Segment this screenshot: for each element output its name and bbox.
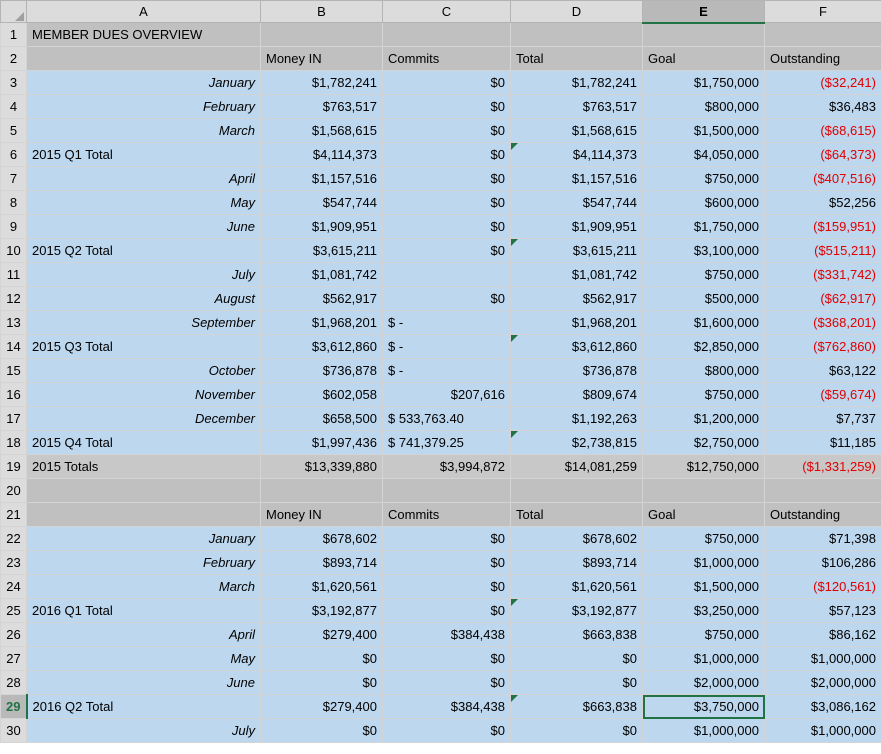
row-header-26[interactable]: 26	[1, 623, 27, 647]
column-header-c[interactable]: C	[383, 1, 511, 23]
total-cell-14[interactable]: $3,612,860	[511, 335, 643, 359]
total-cell-6[interactable]: $4,114,373	[511, 143, 643, 167]
table-row	[1, 287, 881, 311]
money-in-cell-27[interactable]: $0	[261, 647, 383, 671]
outstanding-cell-23[interactable]: $106,286	[765, 551, 881, 575]
table-row	[1, 263, 881, 287]
total-cell-20[interactable]	[511, 479, 643, 503]
table-row	[1, 71, 881, 95]
row-header-20[interactable]: 20	[1, 479, 27, 503]
goal-cell-12[interactable]: $500,000	[643, 287, 765, 311]
row-header-16[interactable]: 16	[1, 383, 27, 407]
goal-cell-3[interactable]: $1,750,000	[643, 71, 765, 95]
row-label-10[interactable]: 2015 Q2 Total	[27, 239, 261, 263]
money-in-cell-22[interactable]: $678,602	[261, 527, 383, 551]
commits-cell-4[interactable]: $0	[383, 95, 511, 119]
row-label-18[interactable]: 2015 Q4 Total	[27, 431, 261, 455]
outstanding-cell-25[interactable]: $57,123	[765, 599, 881, 623]
money-in-cell-20[interactable]	[261, 479, 383, 503]
outstanding-cell-15[interactable]: $63,122	[765, 359, 881, 383]
outstanding-cell-4[interactable]: $36,483	[765, 95, 881, 119]
outstanding-cell-5[interactable]: ($68,615)	[765, 119, 881, 143]
row-label-5[interactable]: March	[27, 119, 261, 143]
column-header-row	[1, 1, 881, 23]
commits-cell-5[interactable]: $0	[383, 119, 511, 143]
commits-cell-1[interactable]	[383, 23, 511, 47]
money-in-cell-11[interactable]: $1,081,742	[261, 263, 383, 287]
money-in-cell-29[interactable]: $279,400	[261, 695, 383, 719]
commits-cell-29[interactable]: $384,438	[383, 695, 511, 719]
outstanding-cell-12[interactable]: ($62,917)	[765, 287, 881, 311]
row-header-29[interactable]: 29	[1, 695, 27, 719]
row-header-10[interactable]: 10	[1, 239, 27, 263]
outstanding-cell-19[interactable]: ($1,331,259)	[765, 455, 881, 479]
commits-cell-28[interactable]: $0	[383, 671, 511, 695]
commits-cell-20[interactable]	[383, 479, 511, 503]
money-in-cell-2[interactable]: Money IN	[261, 47, 383, 71]
commits-cell-11[interactable]	[383, 263, 511, 287]
outstanding-cell-28[interactable]: $2,000,000	[765, 671, 881, 695]
row-header-4[interactable]: 4	[1, 95, 27, 119]
table-row	[1, 503, 881, 527]
money-in-cell-17[interactable]: $658,500	[261, 407, 383, 431]
outstanding-cell-29[interactable]: $3,086,162	[765, 695, 881, 719]
goal-cell-24[interactable]: $1,500,000	[643, 575, 765, 599]
total-cell-1[interactable]	[511, 23, 643, 47]
goal-cell-29[interactable]: $3,750,000	[643, 695, 765, 719]
row-header-27[interactable]: 27	[1, 647, 27, 671]
row-header-21[interactable]: 21	[1, 503, 27, 527]
table-row	[1, 575, 881, 599]
money-in-cell-23[interactable]: $893,714	[261, 551, 383, 575]
total-cell-8[interactable]: $547,744	[511, 191, 643, 215]
commits-cell-3[interactable]: $0	[383, 71, 511, 95]
row-header-17[interactable]: 17	[1, 407, 27, 431]
row-label-23[interactable]: February	[27, 551, 261, 575]
table-row	[1, 143, 881, 167]
outstanding-cell-21[interactable]: Outstanding	[765, 503, 881, 527]
total-cell-17[interactable]: $1,192,263	[511, 407, 643, 431]
row-label-27[interactable]: May	[27, 647, 261, 671]
goal-cell-27[interactable]: $1,000,000	[643, 647, 765, 671]
commits-cell-27[interactable]: $0	[383, 647, 511, 671]
table-row	[1, 311, 881, 335]
row-label-11[interactable]: July	[27, 263, 261, 287]
total-cell-9[interactable]: $1,909,951	[511, 215, 643, 239]
row-label-19[interactable]: 2015 Totals	[27, 455, 261, 479]
total-cell-12[interactable]: $562,917	[511, 287, 643, 311]
table-row	[1, 95, 881, 119]
table-row	[1, 527, 881, 551]
row-header-9[interactable]: 9	[1, 215, 27, 239]
goal-cell-19[interactable]: $12,750,000	[643, 455, 765, 479]
total-cell-16[interactable]: $809,674	[511, 383, 643, 407]
outstanding-cell-16[interactable]: ($59,674)	[765, 383, 881, 407]
commits-cell-25[interactable]: $0	[383, 599, 511, 623]
row-label-20[interactable]	[27, 479, 261, 503]
table-row	[1, 239, 881, 263]
goal-cell-2[interactable]: Goal	[643, 47, 765, 71]
table-row	[1, 551, 881, 575]
commits-cell-13[interactable]: $ -	[383, 311, 511, 335]
commits-cell-9[interactable]: $0	[383, 215, 511, 239]
money-in-cell-28[interactable]: $0	[261, 671, 383, 695]
money-in-cell-25[interactable]: $3,192,877	[261, 599, 383, 623]
table-row	[1, 167, 881, 191]
commits-cell-24[interactable]: $0	[383, 575, 511, 599]
goal-cell-17[interactable]: $1,200,000	[643, 407, 765, 431]
goal-cell-25[interactable]: $3,250,000	[643, 599, 765, 623]
select-all-triangle-icon	[15, 12, 24, 21]
table-row	[1, 431, 881, 455]
goal-cell-11[interactable]: $750,000	[643, 263, 765, 287]
row-label-24[interactable]: March	[27, 575, 261, 599]
goal-cell-10[interactable]: $3,100,000	[643, 239, 765, 263]
money-in-cell-5[interactable]: $1,568,615	[261, 119, 383, 143]
row-label-9[interactable]: June	[27, 215, 261, 239]
row-label-4[interactable]: February	[27, 95, 261, 119]
column-header-e[interactable]: E	[643, 1, 765, 23]
total-cell-2[interactable]: Total	[511, 47, 643, 71]
table-row	[1, 671, 881, 695]
goal-cell-14[interactable]: $2,850,000	[643, 335, 765, 359]
goal-cell-8[interactable]: $600,000	[643, 191, 765, 215]
total-cell-15[interactable]: $736,878	[511, 359, 643, 383]
money-in-cell-19[interactable]: $13,339,880	[261, 455, 383, 479]
money-in-cell-7[interactable]: $1,157,516	[261, 167, 383, 191]
goal-cell-26[interactable]: $750,000	[643, 623, 765, 647]
total-cell-30[interactable]: $0	[511, 719, 643, 743]
commits-cell-30[interactable]: $0	[383, 719, 511, 743]
outstanding-cell-14[interactable]: ($762,860)	[765, 335, 881, 359]
select-all-corner[interactable]	[1, 1, 27, 23]
money-in-cell-6[interactable]: $4,114,373	[261, 143, 383, 167]
row-label-14[interactable]: 2015 Q3 Total	[27, 335, 261, 359]
goal-cell-5[interactable]: $1,500,000	[643, 119, 765, 143]
total-cell-27[interactable]: $0	[511, 647, 643, 671]
money-in-cell-24[interactable]: $1,620,561	[261, 575, 383, 599]
row-header-15[interactable]: 15	[1, 359, 27, 383]
commits-cell-12[interactable]: $0	[383, 287, 511, 311]
total-cell-3[interactable]: $1,782,241	[511, 71, 643, 95]
outstanding-cell-9[interactable]: ($159,951)	[765, 215, 881, 239]
outstanding-cell-18[interactable]: $11,185	[765, 431, 881, 455]
row-label-26[interactable]: April	[27, 623, 261, 647]
row-header-1[interactable]: 1	[1, 23, 27, 47]
goal-cell-4[interactable]: $800,000	[643, 95, 765, 119]
row-label-2[interactable]	[27, 47, 261, 71]
page-title[interactable]: MEMBER DUES OVERVIEW	[27, 23, 261, 47]
row-header-6[interactable]: 6	[1, 143, 27, 167]
money-in-cell-12[interactable]: $562,917	[261, 287, 383, 311]
row-label-17[interactable]: December	[27, 407, 261, 431]
outstanding-cell-7[interactable]: ($407,516)	[765, 167, 881, 191]
goal-cell-7[interactable]: $750,000	[643, 167, 765, 191]
row-label-22[interactable]: January	[27, 527, 261, 551]
table-row	[1, 479, 881, 503]
row-header-24[interactable]: 24	[1, 575, 27, 599]
row-label-8[interactable]: May	[27, 191, 261, 215]
total-cell-28[interactable]: $0	[511, 671, 643, 695]
commits-cell-10[interactable]: $0	[383, 239, 511, 263]
row-label-28[interactable]: June	[27, 671, 261, 695]
outstanding-cell-20[interactable]	[765, 479, 881, 503]
row-header-18[interactable]: 18	[1, 431, 27, 455]
goal-cell-1[interactable]	[643, 23, 765, 47]
money-in-cell-16[interactable]: $602,058	[261, 383, 383, 407]
table-row	[1, 455, 881, 479]
row-header-11[interactable]: 11	[1, 263, 27, 287]
money-in-cell-8[interactable]: $547,744	[261, 191, 383, 215]
commits-cell-22[interactable]: $0	[383, 527, 511, 551]
goal-cell-22[interactable]: $750,000	[643, 527, 765, 551]
commits-cell-8[interactable]: $0	[383, 191, 511, 215]
table-row	[1, 407, 881, 431]
table-row	[1, 359, 881, 383]
money-in-cell-3[interactable]: $1,782,241	[261, 71, 383, 95]
outstanding-cell-6[interactable]: ($64,373)	[765, 143, 881, 167]
commits-cell-23[interactable]: $0	[383, 551, 511, 575]
table-row	[1, 119, 881, 143]
money-in-cell-30[interactable]: $0	[261, 719, 383, 743]
row-label-21[interactable]	[27, 503, 261, 527]
commits-cell-26[interactable]: $384,438	[383, 623, 511, 647]
outstanding-cell-10[interactable]: ($515,211)	[765, 239, 881, 263]
row-header-7[interactable]: 7	[1, 167, 27, 191]
row-label-30[interactable]: July	[27, 719, 261, 743]
goal-cell-16[interactable]: $750,000	[643, 383, 765, 407]
row-label-12[interactable]: August	[27, 287, 261, 311]
row-header-23[interactable]: 23	[1, 551, 27, 575]
outstanding-cell-17[interactable]: $7,737	[765, 407, 881, 431]
row-header-8[interactable]: 8	[1, 191, 27, 215]
row-label-29[interactable]: 2016 Q2 Total	[27, 695, 261, 719]
row-label-16[interactable]: November	[27, 383, 261, 407]
outstanding-cell-30[interactable]: $1,000,000	[765, 719, 881, 743]
outstanding-cell-24[interactable]: ($120,561)	[765, 575, 881, 599]
row-label-13[interactable]: September	[27, 311, 261, 335]
table-row	[1, 335, 881, 359]
goal-cell-23[interactable]: $1,000,000	[643, 551, 765, 575]
total-cell-13[interactable]: $1,968,201	[511, 311, 643, 335]
column-header-b[interactable]: B	[261, 1, 383, 23]
row-header-2[interactable]: 2	[1, 47, 27, 71]
outstanding-cell-2[interactable]: Outstanding	[765, 47, 881, 71]
total-cell-23[interactable]: $893,714	[511, 551, 643, 575]
table-row	[1, 383, 881, 407]
row-label-15[interactable]: October	[27, 359, 261, 383]
table-row	[1, 623, 881, 647]
row-header-28[interactable]: 28	[1, 671, 27, 695]
goal-cell-6[interactable]: $4,050,000	[643, 143, 765, 167]
commits-cell-2[interactable]: Commits	[383, 47, 511, 71]
outstanding-cell-11[interactable]: ($331,742)	[765, 263, 881, 287]
outstanding-cell-13[interactable]: ($368,201)	[765, 311, 881, 335]
total-cell-22[interactable]: $678,602	[511, 527, 643, 551]
row-header-3[interactable]: 3	[1, 71, 27, 95]
table-row	[1, 191, 881, 215]
money-in-cell-13[interactable]: $1,968,201	[261, 311, 383, 335]
outstanding-cell-22[interactable]: $71,398	[765, 527, 881, 551]
row-header-12[interactable]: 12	[1, 287, 27, 311]
total-cell-19[interactable]: $14,081,259	[511, 455, 643, 479]
row-label-6[interactable]: 2015 Q1 Total	[27, 143, 261, 167]
commits-cell-7[interactable]: $0	[383, 167, 511, 191]
column-header-a[interactable]: A	[27, 1, 261, 23]
commits-cell-16[interactable]: $207,616	[383, 383, 511, 407]
table-row	[1, 215, 881, 239]
goal-cell-28[interactable]: $2,000,000	[643, 671, 765, 695]
commits-cell-21[interactable]: Commits	[383, 503, 511, 527]
row-label-7[interactable]: April	[27, 167, 261, 191]
table-row	[1, 23, 881, 47]
row-header-25[interactable]: 25	[1, 599, 27, 623]
row-header-14[interactable]: 14	[1, 335, 27, 359]
money-in-cell-1[interactable]	[261, 23, 383, 47]
total-cell-26[interactable]: $663,838	[511, 623, 643, 647]
commits-cell-18[interactable]: $ 741,379.25	[383, 431, 511, 455]
row-label-25[interactable]: 2016 Q1 Total	[27, 599, 261, 623]
row-header-19[interactable]: 19	[1, 455, 27, 479]
goal-cell-9[interactable]: $1,750,000	[643, 215, 765, 239]
total-cell-10[interactable]: $3,615,211	[511, 239, 643, 263]
total-cell-24[interactable]: $1,620,561	[511, 575, 643, 599]
total-cell-25[interactable]: $3,192,877	[511, 599, 643, 623]
money-in-cell-26[interactable]: $279,400	[261, 623, 383, 647]
goal-cell-21[interactable]: Goal	[643, 503, 765, 527]
total-cell-21[interactable]: Total	[511, 503, 643, 527]
table-row	[1, 647, 881, 671]
outstanding-cell-27[interactable]: $1,000,000	[765, 647, 881, 671]
outstanding-cell-1[interactable]	[765, 23, 881, 47]
total-cell-11[interactable]: $1,081,742	[511, 263, 643, 287]
outstanding-cell-8[interactable]: $52,256	[765, 191, 881, 215]
row-header-13[interactable]: 13	[1, 311, 27, 335]
commits-cell-15[interactable]: $ -	[383, 359, 511, 383]
row-label-3[interactable]: January	[27, 71, 261, 95]
total-cell-29[interactable]: $663,838	[511, 695, 643, 719]
commits-cell-17[interactable]: $ 533,763.40	[383, 407, 511, 431]
table-row	[1, 719, 881, 743]
total-cell-18[interactable]: $2,738,815	[511, 431, 643, 455]
goal-cell-20[interactable]	[643, 479, 765, 503]
total-cell-7[interactable]: $1,157,516	[511, 167, 643, 191]
money-in-cell-10[interactable]: $3,615,211	[261, 239, 383, 263]
row-header-30[interactable]: 30	[1, 719, 27, 743]
column-header-f[interactable]: F	[765, 1, 881, 23]
goal-cell-18[interactable]: $2,750,000	[643, 431, 765, 455]
commits-cell-14[interactable]: $ -	[383, 335, 511, 359]
money-in-cell-18[interactable]: $1,997,436	[261, 431, 383, 455]
commits-cell-19[interactable]: $3,994,872	[383, 455, 511, 479]
total-cell-5[interactable]: $1,568,615	[511, 119, 643, 143]
money-in-cell-15[interactable]: $736,878	[261, 359, 383, 383]
table-row	[1, 695, 881, 719]
money-in-cell-14[interactable]: $3,612,860	[261, 335, 383, 359]
outstanding-cell-26[interactable]: $86,162	[765, 623, 881, 647]
row-header-22[interactable]: 22	[1, 527, 27, 551]
row-header-5[interactable]: 5	[1, 119, 27, 143]
goal-cell-30[interactable]: $1,000,000	[643, 719, 765, 743]
money-in-cell-9[interactable]: $1,909,951	[261, 215, 383, 239]
money-in-cell-21[interactable]: Money IN	[261, 503, 383, 527]
table-row	[1, 599, 881, 623]
table-row	[1, 47, 881, 71]
commits-cell-6[interactable]: $0	[383, 143, 511, 167]
goal-cell-13[interactable]: $1,600,000	[643, 311, 765, 335]
goal-cell-15[interactable]: $800,000	[643, 359, 765, 383]
column-header-d[interactable]: D	[511, 1, 643, 23]
total-cell-4[interactable]: $763,517	[511, 95, 643, 119]
outstanding-cell-3[interactable]: ($32,241)	[765, 71, 881, 95]
money-in-cell-4[interactable]: $763,517	[261, 95, 383, 119]
